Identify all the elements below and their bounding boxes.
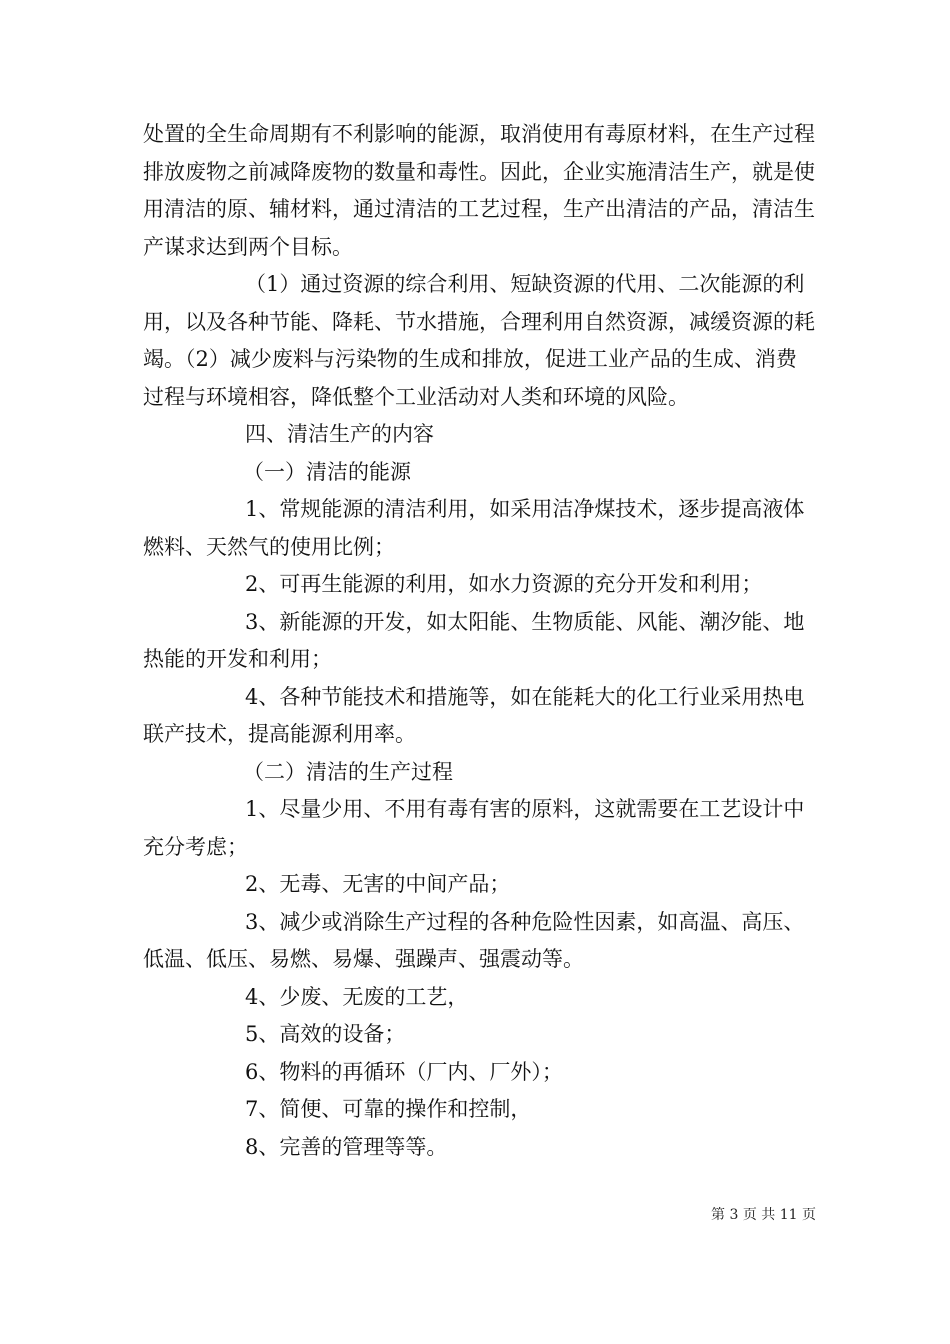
list-item-process-7: 7、简便、可靠的操作和控制， [245,1097,532,1121]
paragraph-goals: （1）通过资源的综合利用、短缺资源的代用、二次能源的利用，以及各种节能、降耗、节水措施，合理利用自然资源，减缓资源的耗竭。（2）减少废料与污染物的生成和排放，促进工业产品的生成、消费过程与环境相容，降低整个工业活动对人类和环境的风险。 [143,272,815,409]
document-body [143,116,815,1166]
list-item-process-3: 3、减少或消除生产过程的各种危险性因素，如高温、高压、低温、低压、易燃、易爆、强躁声、强震动等。 [143,909,805,971]
list-item-process-8: 8、完善的管理等等。 [245,1134,448,1159]
paragraph-intro: 处置的全生命周期有不利影响的能源，取消使用有毒原材料，在生产过程排放废物之前减降废物的数量和毒性。因此，企业实施清洁生产，就是使用清洁的原、辅材料，通过清洁的工艺过程，生产出清洁的产品，清洁生产谋求达到两个目标。 [143,122,815,259]
section-heading-content: 四、清洁生产的内容 [245,422,434,446]
subsection-heading-clean-energy: （一）清洁的能源 [243,459,411,484]
list-item-process-5: 5、高效的设备； [245,1022,406,1046]
list-item-process-1: 1、尽量少用、不用有毒有害的原料，这就需要在工艺设计中充分考虑； [143,797,805,859]
list-item-energy-3: 3、新能源的开发，如太阳能、生物质能、风能、潮汐能、地热能的开发和利用； [143,609,805,671]
list-item-process-2: 2、无毒、无害的中间产品； [245,872,511,896]
list-item-energy-1: 1、常规能源的清洁利用，如采用洁净煤技术，逐步提高液体燃料、天然气的使用比例； [143,497,805,559]
list-item-process-4: 4、少废、无废的工艺， [245,984,469,1009]
page-number-footer: 第 3 页 共 11 页 [711,1207,816,1223]
list-item-energy-4: 4、各种节能技术和措施等，如在能耗大的化工行业采用热电联产技术，提高能源利用率。 [143,684,805,746]
list-item-process-6: 6、物料的再循环（厂内、厂外）； [245,1059,563,1084]
subsection-heading-clean-process: （二）清洁的生产过程 [243,759,453,784]
list-item-energy-2: 2、可再生能源的利用，如水力资源的充分开发和利用； [245,572,763,596]
